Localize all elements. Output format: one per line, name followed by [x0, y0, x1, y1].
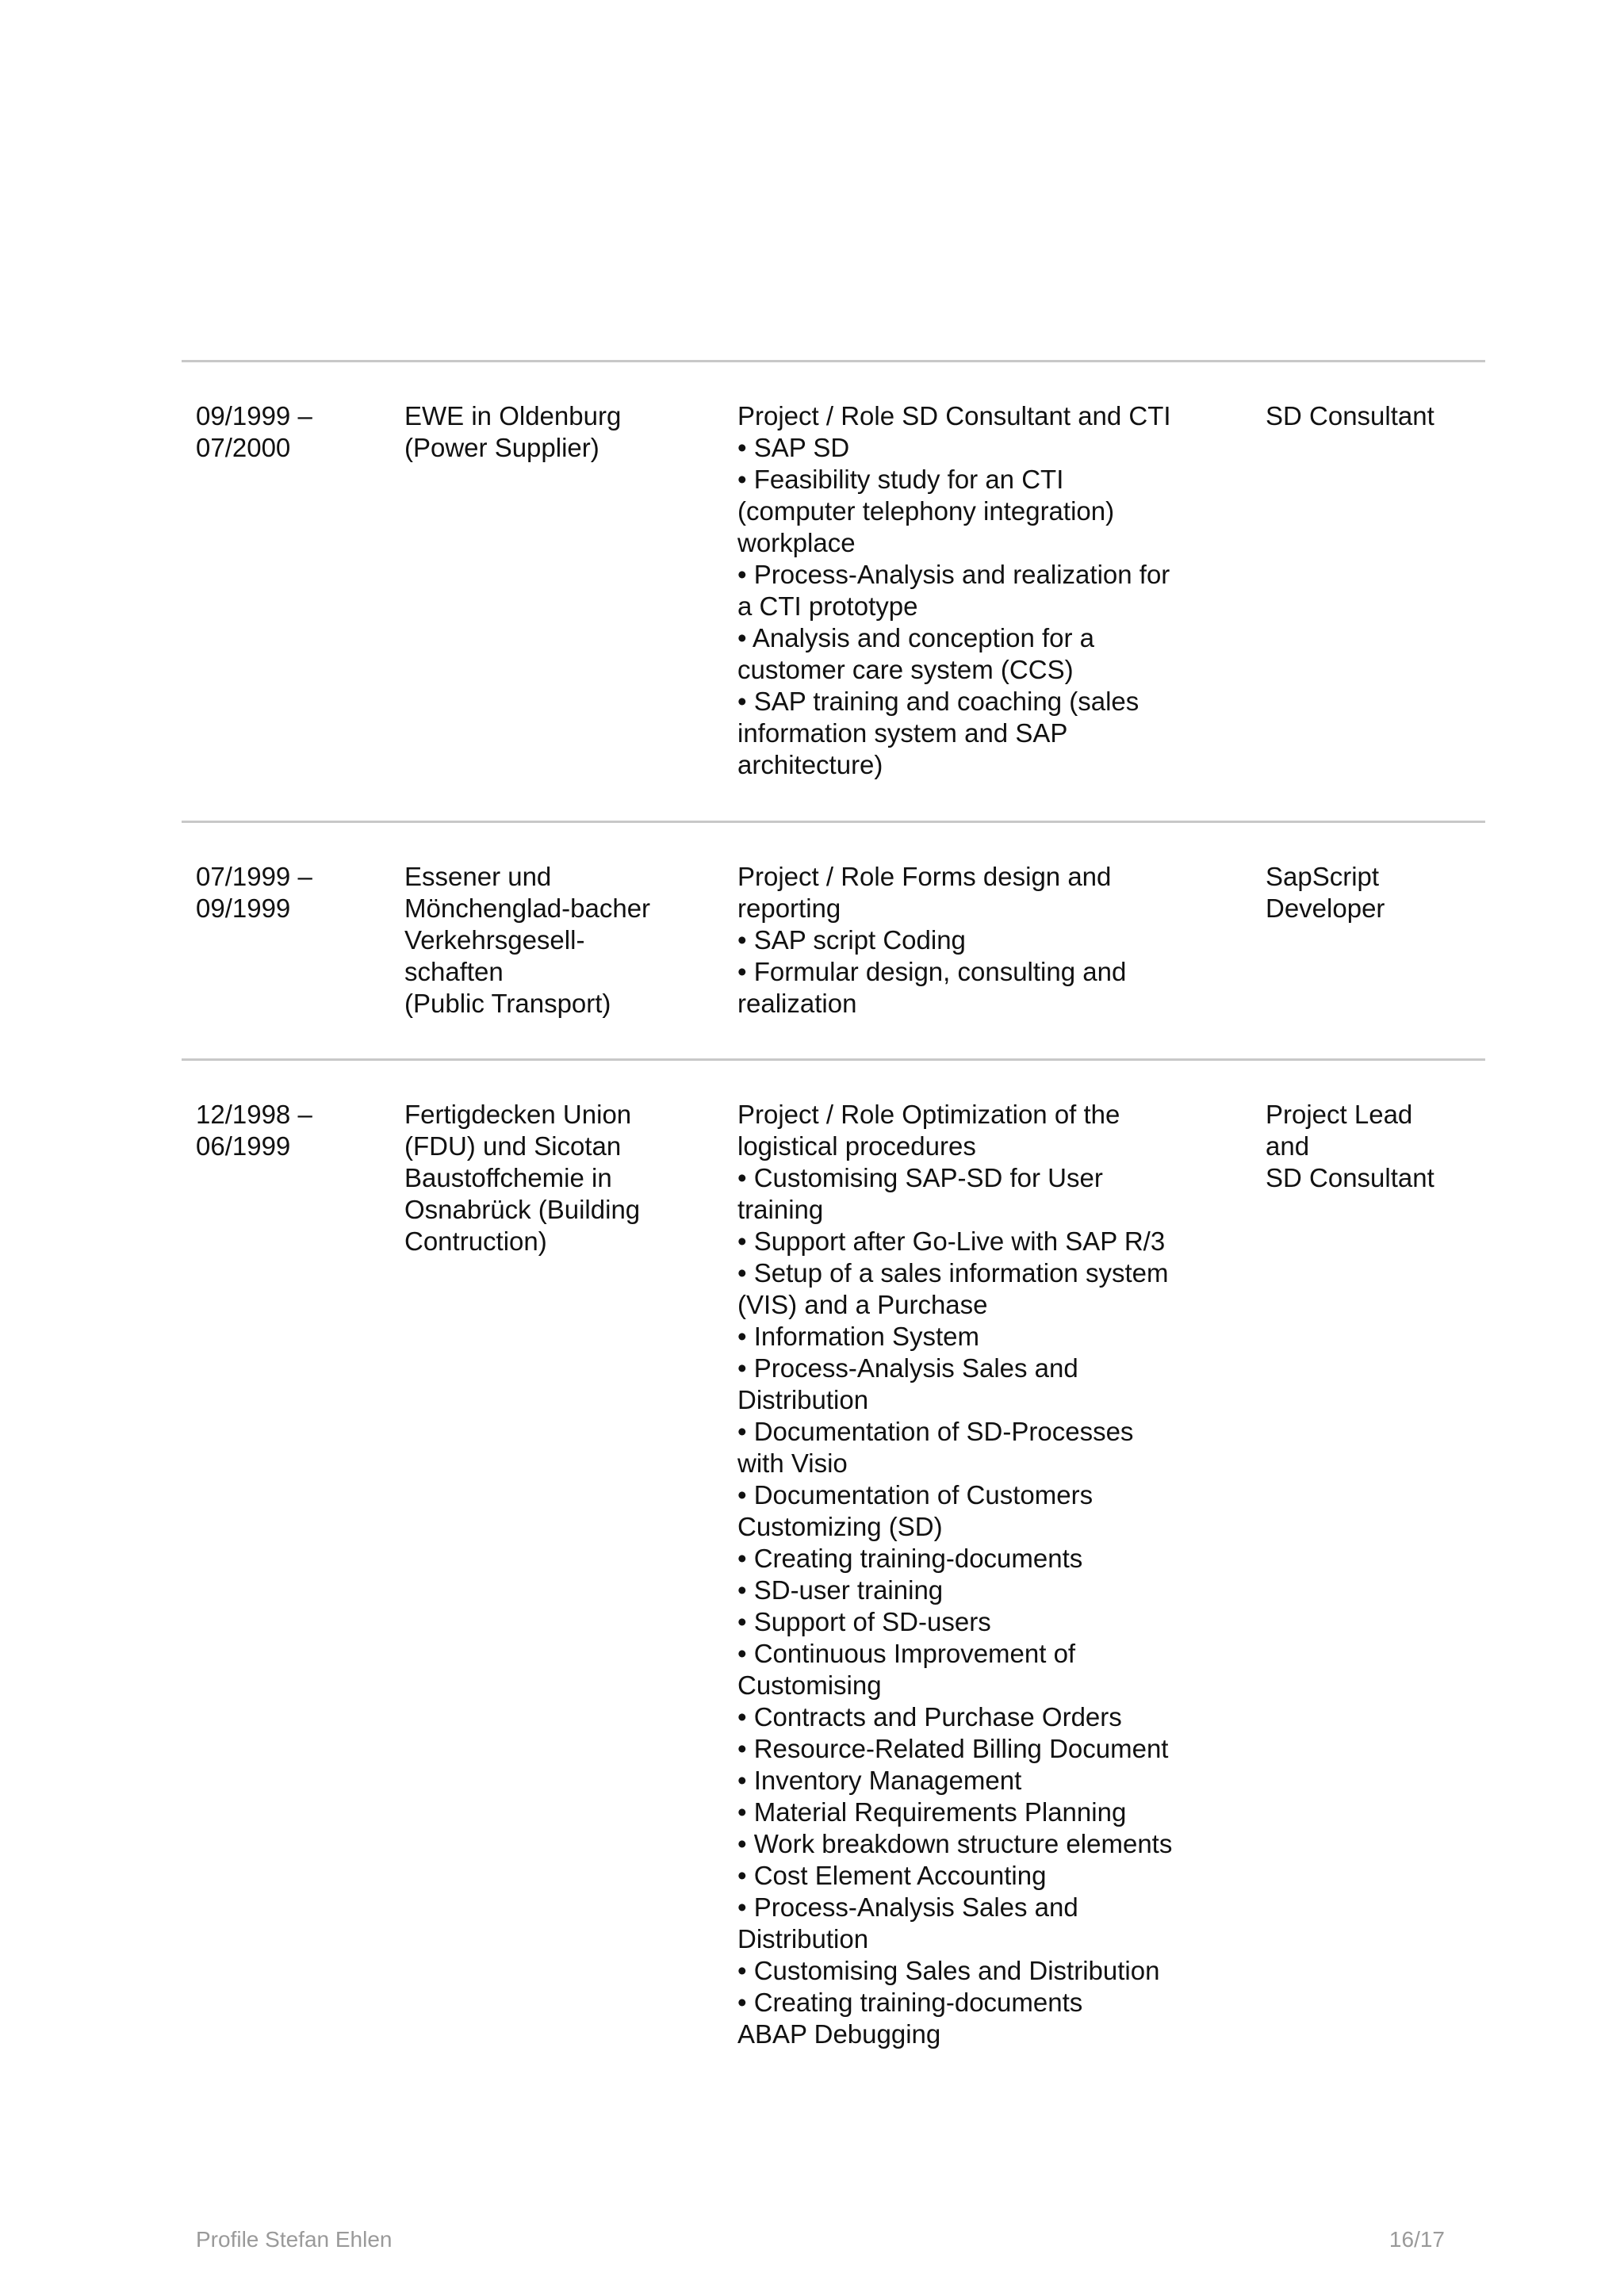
row-divider-top	[182, 360, 1485, 362]
project-client: Fertigdecken Union (FDU) und Sicotan Baustoffchemie in Osnabrück (Building Contruction)	[404, 1100, 641, 1256]
project-period: 12/1998 – 06/1999	[196, 1100, 312, 1161]
project-client: EWE in Oldenburg (Power Supplier)	[404, 401, 622, 462]
project-description: Project / Role Forms design and reporting • SAP script Coding • Formular design, consulting and realization	[737, 862, 1127, 1018]
project-description: Project / Role Optimization of the logistical procedures • Customising SAP-SD for User training • Support after Go-Live with SAP R/3 • Setup of a sales information system (VIS) and a Purchase • Information System • Process-Analysis Sales and Distribution • Documentation of SD-Processes with Visio • Documentation of Customers Customizing (SD) • Creating training-documents • SD-user training • Support of SD-users • Continuous Improvement of Customising • Contracts and Purchase Orders • Resource-Related Billing Document • Inventory Management • Material Requirements Planning • Work breakdown structure elements • Cost Element Accounting • Process-Analysis Sales and Distribution • Customising Sales and Distribution • Creating training-documents ABAP Debugging	[737, 1100, 1173, 2049]
footer-profile-name: Profile Stefan Ehlen	[196, 2227, 393, 2252]
project-client: Essener und Mönchenglad-bacher Verkehrsgesell- schaften (Public Transport)	[404, 862, 651, 1018]
project-description: Project / Role SD Consultant and CTI • SAP SD • Feasibility study for an CTI (computer telephony integration) workplace • Process-Analysis and realization for a CTI prototype • Analysis and conception for a customer care system (CCS) • SAP training and coaching (sales information system and SAP architecture)	[737, 401, 1171, 779]
project-role: SapScript Developer	[1266, 862, 1385, 923]
footer-page-number: 16/17	[1388, 2227, 1445, 2252]
project-role: SD Consultant	[1266, 401, 1434, 430]
project-period: 09/1999 – 07/2000	[196, 401, 312, 462]
project-role: Project Lead and SD Consultant	[1266, 1100, 1434, 1192]
row-divider-1	[182, 821, 1485, 823]
project-period: 07/1999 – 09/1999	[196, 862, 312, 923]
row-divider-2	[182, 1058, 1485, 1061]
